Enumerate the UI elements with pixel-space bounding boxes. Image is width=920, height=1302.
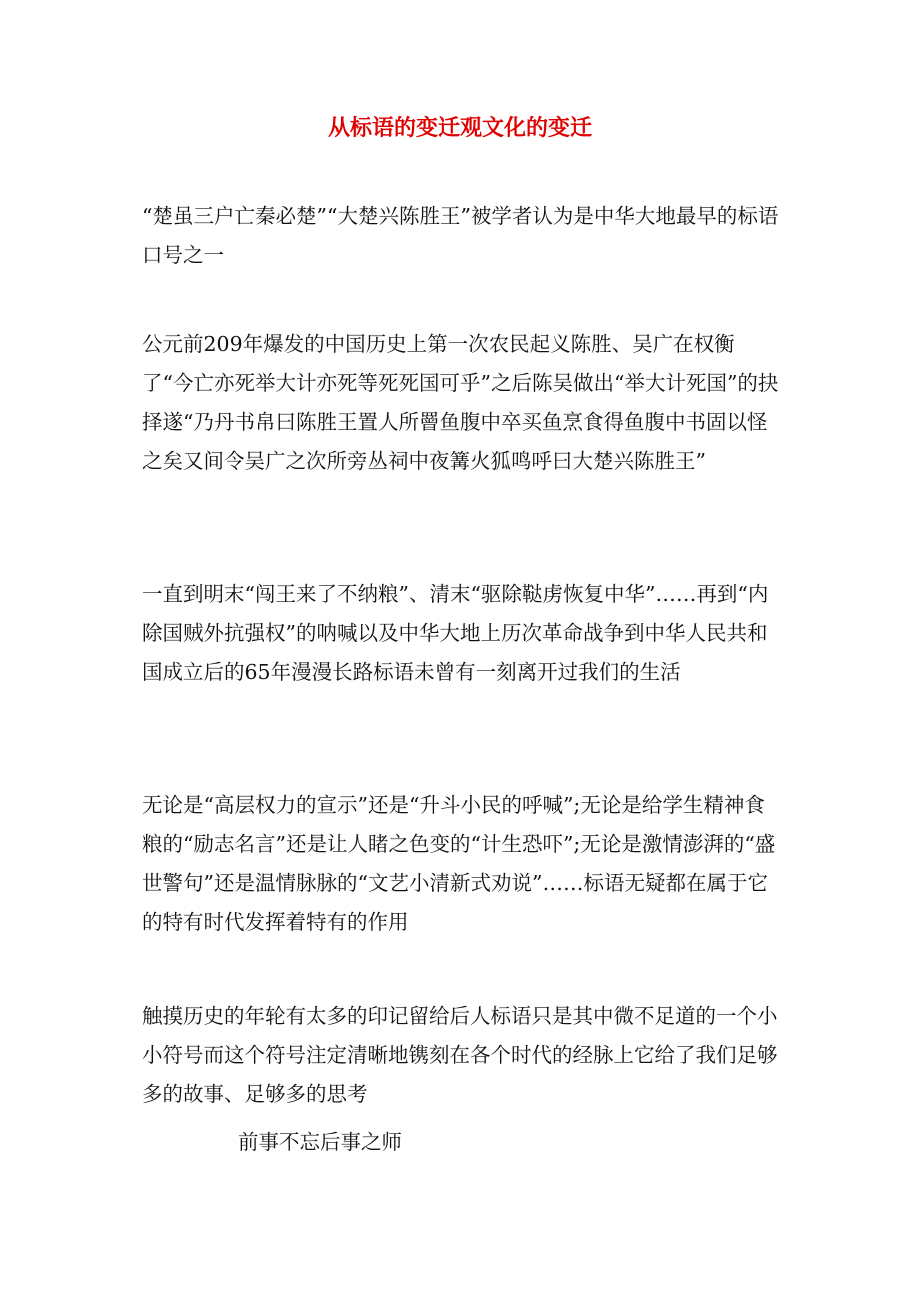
paragraph-3: 一直到明末“闯王来了不纳粮”、清末“驱除鞑虏恢复中华”……再到“内除国贼外抗强权”的呐喊以及中华大地上历次革命战争到中华人民共和国成立后的65年漫漫长路标语未曾有一刻离开过我们的生活: [142, 582, 769, 684]
paragraph-4: 无论是“高层权力的宣示”还是“升斗小民的呼喊”;无论是给学生精神食粮的“励志名言”还是让人睹之色变的“计生恐吓”;无论是激情澎湃的“盛世警句”还是温情脉脉的“文艺小清新式劝说”……标语无疑都在属于它的特有时代发挥着特有的作用: [142, 793, 776, 934]
paragraph-5: 触摸历史的年轮有太多的印记留给后人标语只是其中微不足道的一个小小符号而这个符号注定清晰地镌刻在各个时代的经脉上它给了我们足够多的故事、足够多的思考: [142, 1004, 778, 1106]
closing-line: 前事不忘后事之师: [238, 1130, 402, 1154]
paragraph-2: 公元前209年爆发的中国历史上第一次农民起义陈胜、吴广在权衡了“今亡亦死举大计亦死等死死国可乎”之后陈吴做出“举大计死国”的抉择遂“乃丹书帛曰陈胜王置人所罾鱼腹中卒买鱼烹食得鱼腹中书固以怪之矣又间令吴广之次所旁丛祠中夜篝火狐鸣呼曰大楚兴陈胜王”: [142, 332, 779, 473]
document-title: 从标语的变迁观文化的变迁: [327, 115, 592, 141]
paragraph-1: “楚虽三户亡秦必楚”“大楚兴陈胜王”被学者认为是中华大地最早的标语口号之一: [142, 204, 779, 267]
